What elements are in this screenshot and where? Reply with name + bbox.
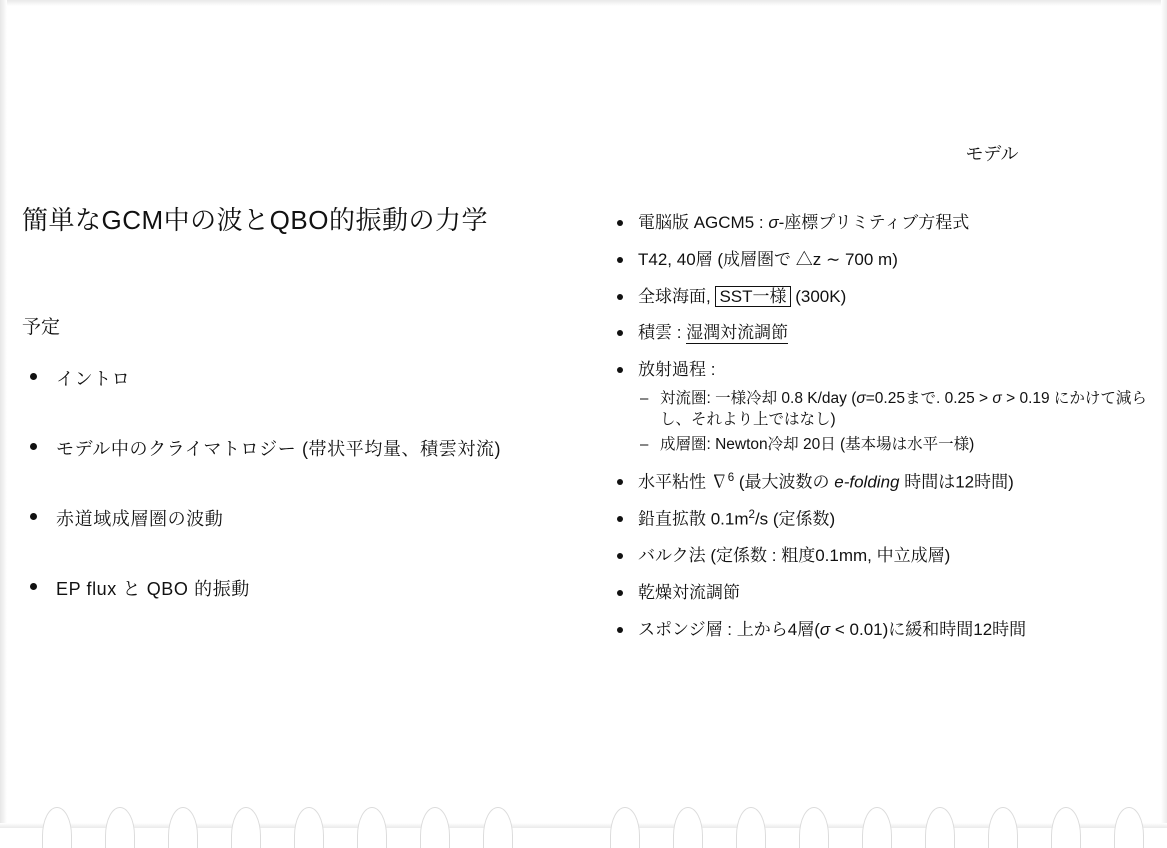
text-fragment: 時間は12時間) bbox=[899, 472, 1014, 492]
page-edge-right bbox=[1161, 0, 1167, 828]
list-item-cumulus bbox=[612, 322, 1152, 344]
model-spec-list bbox=[612, 212, 1152, 641]
list-item-resolution bbox=[612, 249, 1152, 271]
agenda-label: 予定 bbox=[22, 317, 61, 338]
list-item-vertical-diffusion bbox=[612, 508, 1152, 530]
list-item: EP flux と QBO 的振動 bbox=[22, 575, 582, 601]
underlined-moist-convective-adjustment: 湿潤対流調節 bbox=[686, 323, 789, 343]
text-fragment: 乾燥対流調節 bbox=[638, 583, 740, 603]
text-fragment: > 0.19 にかけて減らし、それより上ではなし) bbox=[660, 389, 1147, 428]
list-item-dry-convective-adjustment bbox=[612, 582, 1152, 604]
model-heading: モデル bbox=[965, 144, 1019, 164]
superscript-6: 6 bbox=[727, 471, 735, 484]
binder-holes-row bbox=[0, 786, 1167, 828]
list-item-radiation bbox=[612, 359, 1152, 456]
list-item: モデル中のクライマトロジー (帯状平均量、積雲対流) bbox=[22, 435, 582, 461]
boxed-sst-uniform: SST一様 bbox=[715, 286, 790, 307]
list-item-agcm5 bbox=[612, 212, 1152, 234]
text-fragment: 水平粘性 ∇ bbox=[638, 472, 728, 492]
left-column bbox=[22, 200, 582, 645]
sigma-symbol: σ bbox=[768, 213, 779, 232]
agenda-list bbox=[22, 365, 582, 601]
text-fragment: 電脳版 AGCM5 : bbox=[638, 213, 769, 232]
page-title: 簡単なGCM中の波とQBO的振動の力学 bbox=[22, 205, 488, 235]
text-fragment: 放射過程 : bbox=[638, 360, 716, 379]
text-fragment: T42, 40層 (成層圏で △z ∼ 700 m) bbox=[638, 249, 898, 269]
page-edge-top bbox=[0, 0, 1167, 6]
sigma-symbol: σ bbox=[856, 389, 866, 407]
text-fragment: (300K) bbox=[790, 286, 847, 306]
text-fragment: スポンジ層 : 上から4層( bbox=[638, 619, 820, 639]
right-column bbox=[612, 140, 1152, 656]
text-fragment: 全球海面, bbox=[638, 286, 716, 306]
sigma-symbol: σ bbox=[819, 619, 831, 639]
list-item: 赤道域成層圏の波動 bbox=[22, 505, 582, 531]
page-edge-left bbox=[0, 0, 7, 828]
sub-list-item-stratosphere bbox=[638, 435, 1152, 456]
list-item-bulk-method bbox=[612, 545, 1152, 567]
e-folding-term: e-folding bbox=[834, 472, 900, 492]
text-fragment: 積雲 : bbox=[638, 323, 687, 343]
sub-list-item-troposphere bbox=[638, 389, 1152, 431]
text-fragment: (最大波数の bbox=[734, 472, 835, 492]
radiation-sub-list bbox=[638, 389, 1152, 456]
list-item: イントロ bbox=[22, 365, 582, 391]
list-item-horizontal-viscosity bbox=[612, 471, 1152, 493]
text-fragment: バルク法 (定係数 : 粗度0.1mm, 中立成層) bbox=[638, 546, 951, 566]
text-fragment: 成層圏: Newton冷却 20日 (基本場は水平一様) bbox=[660, 435, 975, 453]
text-fragment: =0.25まで. 0.25 > bbox=[865, 389, 993, 407]
list-item-sst bbox=[612, 286, 1152, 308]
text-fragment: 対流圏: 一様冷却 0.8 K/day ( bbox=[660, 389, 857, 407]
superscript-2: 2 bbox=[748, 508, 755, 521]
text-fragment: 鉛直拡散 0.1m bbox=[638, 509, 749, 529]
text-fragment: -座標プリミティブ方程式 bbox=[778, 213, 970, 232]
list-item-sponge-layer bbox=[612, 619, 1152, 641]
text-fragment: /s (定係数) bbox=[754, 509, 836, 529]
sigma-symbol: σ bbox=[992, 389, 1002, 407]
text-fragment: < 0.01)に緩和時間12時間 bbox=[830, 619, 1027, 639]
